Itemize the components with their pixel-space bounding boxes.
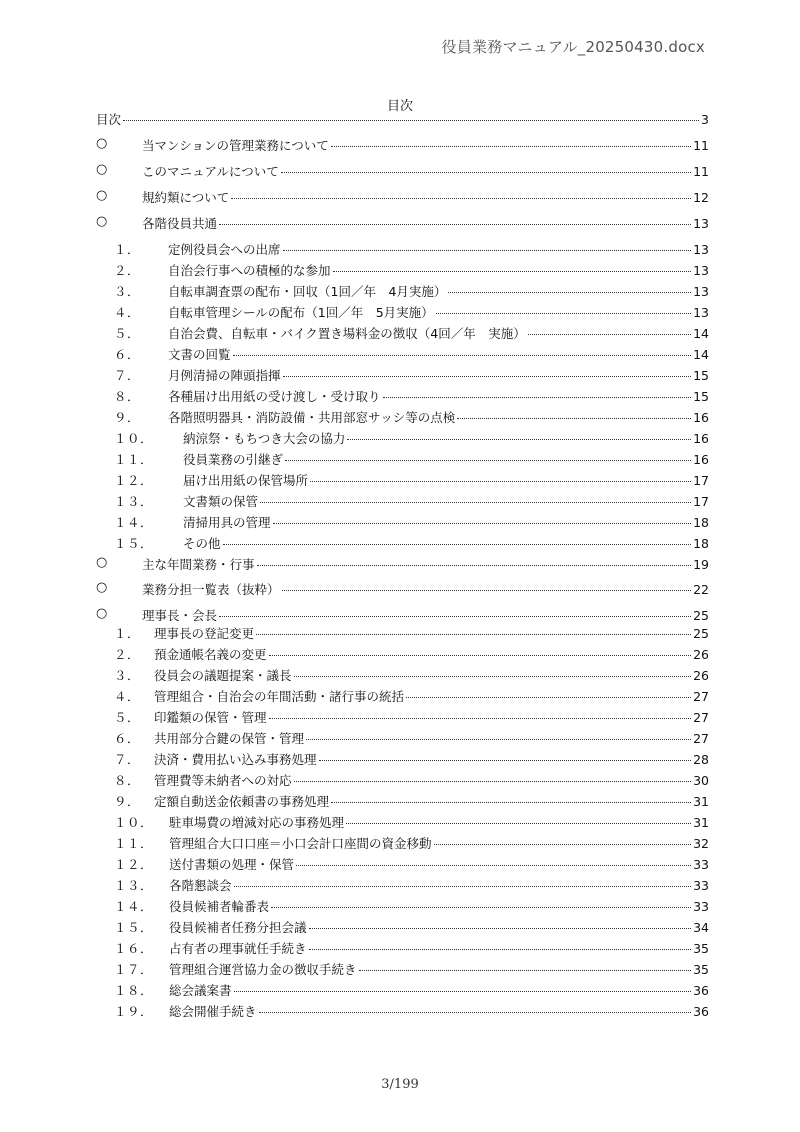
toc-entry[interactable] xyxy=(96,214,709,232)
toc-bullet: ○ xyxy=(96,580,108,595)
toc-number: １３． xyxy=(114,494,154,509)
toc-leader-dots xyxy=(283,376,692,377)
toc-number: ４． xyxy=(114,305,141,320)
document-filename: 役員業務マニュアル_20250430.docx xyxy=(441,38,705,56)
toc-page-number: 33 xyxy=(693,899,709,914)
toc-number: １６． xyxy=(114,941,154,956)
toc-number: ３． xyxy=(114,284,141,299)
toc-leader-dots xyxy=(123,120,699,121)
toc-label: 自治会行事への積極的な参加 xyxy=(168,263,331,278)
toc-number: １２． xyxy=(114,857,154,872)
toc-bullet: ○ xyxy=(96,188,108,203)
toc-entry[interactable] xyxy=(96,855,709,873)
toc-entry[interactable] xyxy=(96,792,709,810)
toc-number: １４． xyxy=(114,515,154,530)
toc-entry[interactable] xyxy=(96,188,709,206)
toc-leader-dots xyxy=(269,655,692,656)
toc-page-number: 18 xyxy=(693,515,709,530)
toc-label: 当マンションの管理業務について xyxy=(142,138,329,153)
toc-label: 管理費等未納者への対応 xyxy=(154,773,292,788)
toc-entry[interactable] xyxy=(96,771,709,789)
toc-label: 納涼祭・もちつき大会の協力 xyxy=(183,431,346,446)
toc-label: 自転車管理シールの配布（1回／年 5月実施） xyxy=(168,305,434,320)
toc-page-number: 13 xyxy=(693,263,709,278)
toc-leader-dots xyxy=(283,250,692,251)
toc-label: 理事長の登記変更 xyxy=(154,626,255,641)
toc-leader-dots xyxy=(309,949,692,950)
toc-page-number: 30 xyxy=(693,773,709,788)
toc-label: 文書類の保管 xyxy=(183,494,259,509)
toc-entry[interactable] xyxy=(96,813,709,831)
toc-leader-dots xyxy=(310,481,691,482)
toc-number: １０． xyxy=(114,815,154,830)
toc-entry[interactable] xyxy=(96,429,709,447)
toc-label: 総会議案書 xyxy=(169,983,232,998)
toc-number: １７． xyxy=(114,962,154,977)
toc-title: 目次 xyxy=(386,99,413,114)
toc-leader-dots xyxy=(219,224,691,225)
toc-label: 役員会の議題提案・議長 xyxy=(154,668,292,683)
toc-leader-dots xyxy=(319,760,692,761)
toc-entry[interactable] xyxy=(96,645,709,663)
toc-page-number: 35 xyxy=(693,962,709,977)
toc-leader-dots xyxy=(282,590,692,591)
toc-entry[interactable] xyxy=(96,750,709,768)
toc-label: 規約類について xyxy=(142,190,230,205)
toc-number: ２． xyxy=(114,647,141,662)
toc-number: ４． xyxy=(114,689,141,704)
toc-page-number: 27 xyxy=(693,710,709,725)
toc-leader-dots xyxy=(434,844,692,845)
toc-leader-dots xyxy=(331,802,691,803)
toc-page-number: 13 xyxy=(693,242,709,257)
toc-entry[interactable] xyxy=(96,666,709,684)
toc-label: 定例役員会への出席 xyxy=(168,242,281,257)
toc-label: 文書の回覧 xyxy=(168,347,231,362)
toc-leader-dots xyxy=(383,397,692,398)
toc-page-number: 16 xyxy=(693,410,709,425)
toc-label: 役員候補者輪番表 xyxy=(169,899,270,914)
toc-entry[interactable] xyxy=(96,687,709,705)
toc-label: 預金通帳名義の変更 xyxy=(154,647,267,662)
toc-leader-dots xyxy=(309,928,692,929)
toc-number: ６． xyxy=(114,731,141,746)
toc-leader-dots xyxy=(296,865,691,866)
toc-number: ３． xyxy=(114,668,141,683)
toc-page-number: 36 xyxy=(693,983,709,998)
toc-label: 目次 xyxy=(96,112,122,127)
toc-page-number: 31 xyxy=(693,815,709,830)
toc-page-number: 12 xyxy=(693,190,709,205)
toc-page-number: 13 xyxy=(693,284,709,299)
toc-entry[interactable] xyxy=(96,960,709,978)
toc-entry[interactable] xyxy=(96,534,709,552)
toc-page-number: 22 xyxy=(693,582,709,597)
toc-entry[interactable] xyxy=(96,1002,709,1020)
toc-entry[interactable] xyxy=(96,513,709,531)
toc-leader-dots xyxy=(233,355,692,356)
toc-page-number: 13 xyxy=(693,305,709,320)
toc-page-number: 33 xyxy=(693,857,709,872)
toc-page-number: 16 xyxy=(693,452,709,467)
toc-entry[interactable] xyxy=(96,366,709,384)
toc-entry[interactable] xyxy=(96,606,709,624)
toc-leader-dots xyxy=(528,334,691,335)
toc-page-number: 14 xyxy=(693,326,709,341)
toc-entry[interactable] xyxy=(96,897,709,915)
toc-label: 清掃用具の管理 xyxy=(183,515,271,530)
toc-page-number: 28 xyxy=(693,752,709,767)
toc-entry[interactable] xyxy=(96,162,709,180)
toc-leader-dots xyxy=(333,271,692,272)
toc-page-number: 19 xyxy=(693,557,709,572)
toc-entry[interactable] xyxy=(96,981,709,999)
toc-page-number: 17 xyxy=(693,473,709,488)
toc-leader-dots xyxy=(271,907,691,908)
toc-page-number: 18 xyxy=(693,536,709,551)
toc-page-number: 11 xyxy=(693,164,709,179)
toc-leader-dots xyxy=(256,634,691,635)
toc-entry[interactable] xyxy=(96,261,709,279)
toc-page-number: 27 xyxy=(693,689,709,704)
toc-number: ８． xyxy=(114,389,141,404)
toc-entry[interactable] xyxy=(96,303,709,321)
toc-bullet: ○ xyxy=(96,555,108,570)
toc-entry[interactable] xyxy=(96,918,709,936)
page-indicator: 3/199 xyxy=(381,1077,419,1092)
toc-leader-dots xyxy=(260,502,691,503)
toc-label: 届け出用紙の保管場所 xyxy=(183,473,309,488)
toc-entry[interactable] xyxy=(96,240,709,258)
toc-entry[interactable] xyxy=(96,834,709,852)
toc-bullet: ○ xyxy=(96,606,108,621)
toc-page-number: 33 xyxy=(693,878,709,893)
toc-label: 各階懇談会 xyxy=(169,878,232,893)
toc-number: １． xyxy=(114,626,141,641)
toc-entry[interactable] xyxy=(96,450,709,468)
toc-number: １５． xyxy=(114,920,154,935)
toc-number: ９． xyxy=(114,794,141,809)
toc-number: ８． xyxy=(114,773,141,788)
toc-page-number: 14 xyxy=(693,347,709,362)
toc-number: １３． xyxy=(114,878,154,893)
toc-number: ６． xyxy=(114,347,141,362)
toc-label: 月例清掃の陣頭指揮 xyxy=(168,368,281,383)
toc-entry[interactable] xyxy=(96,471,709,489)
toc-number: １０． xyxy=(114,431,154,446)
toc-entry[interactable] xyxy=(96,408,709,426)
toc-number: １１． xyxy=(114,452,154,467)
toc-leader-dots xyxy=(231,198,691,199)
toc-label: 管理組合大口口座＝小口会計口座間の資金移動 xyxy=(169,836,432,851)
toc-number: １１． xyxy=(114,836,154,851)
toc-number: １９． xyxy=(114,1004,154,1019)
toc-number: ９． xyxy=(114,410,141,425)
toc-page-number: 15 xyxy=(693,389,709,404)
toc-number: ７． xyxy=(114,368,141,383)
toc-label: 各階役員共通 xyxy=(142,216,218,231)
toc-number: ７． xyxy=(114,752,141,767)
toc-label: 定額自動送金依頼書の事務処理 xyxy=(154,794,330,809)
toc-number: １． xyxy=(114,242,141,257)
toc-leader-dots xyxy=(436,313,691,314)
toc-leader-dots xyxy=(273,523,692,524)
toc-page-number: 34 xyxy=(693,920,709,935)
toc-leader-dots xyxy=(281,172,691,173)
toc-leader-dots xyxy=(306,739,691,740)
toc-label: 自治会費、自転車・バイク置き場料金の徴収（4回／年 実施） xyxy=(168,326,526,341)
toc-label: 理事長・会長 xyxy=(142,608,218,623)
toc-page-number: 36 xyxy=(693,1004,709,1019)
toc-leader-dots xyxy=(223,544,692,545)
toc-number: ５． xyxy=(114,326,141,341)
toc-entry[interactable] xyxy=(96,110,709,128)
toc-label: 管理組合・自治会の年間活動・諸行事の統括 xyxy=(154,689,405,704)
toc-page-number: 32 xyxy=(693,836,709,851)
toc-leader-dots xyxy=(259,1012,692,1013)
toc-entry[interactable] xyxy=(96,136,709,154)
toc-leader-dots xyxy=(347,439,691,440)
toc-entry[interactable] xyxy=(96,492,709,510)
toc-number: ５． xyxy=(114,710,141,725)
toc-leader-dots xyxy=(294,781,692,782)
toc-label: 業務分担一覧表（抜粋） xyxy=(142,582,280,597)
toc-number: １２． xyxy=(114,473,154,488)
toc-entry[interactable] xyxy=(96,324,709,342)
toc-entry[interactable] xyxy=(96,939,709,957)
toc-entry[interactable] xyxy=(96,729,709,747)
toc-page-number: 26 xyxy=(693,647,709,662)
toc-leader-dots xyxy=(331,146,691,147)
toc-label: このマニュアルについて xyxy=(142,164,279,179)
toc-label: 送付書類の処理・保管 xyxy=(169,857,295,872)
toc-leader-dots xyxy=(269,718,692,719)
toc-leader-dots xyxy=(294,676,692,677)
toc-entry[interactable] xyxy=(96,555,709,573)
toc-entry[interactable] xyxy=(96,345,709,363)
toc-number: ２． xyxy=(114,263,141,278)
toc-label: 各種届け出用紙の受け渡し・受け取り xyxy=(168,389,381,404)
toc-label: 決済・費用払い込み事務処理 xyxy=(154,752,317,767)
toc-label: その他 xyxy=(183,536,221,551)
toc-entry[interactable] xyxy=(96,580,709,598)
toc-page-number: 35 xyxy=(693,941,709,956)
toc-page-number: 27 xyxy=(693,731,709,746)
toc-bullet: ○ xyxy=(96,136,108,151)
toc-page-number: 11 xyxy=(693,138,709,153)
toc-leader-dots xyxy=(406,697,691,698)
toc-page-number: 26 xyxy=(693,668,709,683)
toc-number: １４． xyxy=(114,899,154,914)
toc-leader-dots xyxy=(219,616,691,617)
toc-label: 駐車場費の増減対応の事務処理 xyxy=(169,815,345,830)
toc-label: 総会開催手続き xyxy=(169,1004,257,1019)
toc-entry[interactable] xyxy=(96,387,709,405)
toc-leader-dots xyxy=(457,418,691,419)
toc-page-number: 16 xyxy=(693,431,709,446)
toc-page-number: 3 xyxy=(701,112,709,127)
toc-leader-dots xyxy=(234,991,692,992)
toc-label: 主な年間業務・行事 xyxy=(142,557,255,572)
toc-page-number: 25 xyxy=(693,626,709,641)
toc-number: １８． xyxy=(114,983,154,998)
toc-number: １５． xyxy=(114,536,154,551)
toc-leader-dots xyxy=(257,565,692,566)
toc-label: 自転車調査票の配布・回収（1回／年 4月実施） xyxy=(168,284,447,299)
toc-label: 各階照明器具・消防設備・共用部窓サッシ等の点検 xyxy=(168,410,456,425)
toc-leader-dots xyxy=(234,886,692,887)
toc-entry[interactable] xyxy=(96,282,709,300)
toc-bullet: ○ xyxy=(96,214,108,229)
toc-entry[interactable] xyxy=(96,624,709,642)
toc-page-number: 13 xyxy=(693,216,709,231)
toc-leader-dots xyxy=(359,970,692,971)
toc-entry[interactable] xyxy=(96,876,709,894)
toc-leader-dots xyxy=(448,292,691,293)
toc-label: 役員候補者任務分担会議 xyxy=(169,920,307,935)
toc-label: 管理組合運営協力金の徴収手続き xyxy=(169,962,357,977)
toc-page-number: 15 xyxy=(693,368,709,383)
toc-label: 共用部分合鍵の保管・管理 xyxy=(154,731,305,746)
toc-label: 印鑑類の保管・管理 xyxy=(154,710,267,725)
toc-label: 役員業務の引継ぎ xyxy=(183,452,284,467)
toc-page-number: 17 xyxy=(693,494,709,509)
toc-leader-dots xyxy=(346,823,691,824)
toc-leader-dots xyxy=(285,460,691,461)
toc-label: 占有者の理事就任手続き xyxy=(169,941,307,956)
toc-page-number: 25 xyxy=(693,608,709,623)
toc-page-number: 31 xyxy=(693,794,709,809)
toc-bullet: ○ xyxy=(96,162,108,177)
toc-entry[interactable] xyxy=(96,708,709,726)
